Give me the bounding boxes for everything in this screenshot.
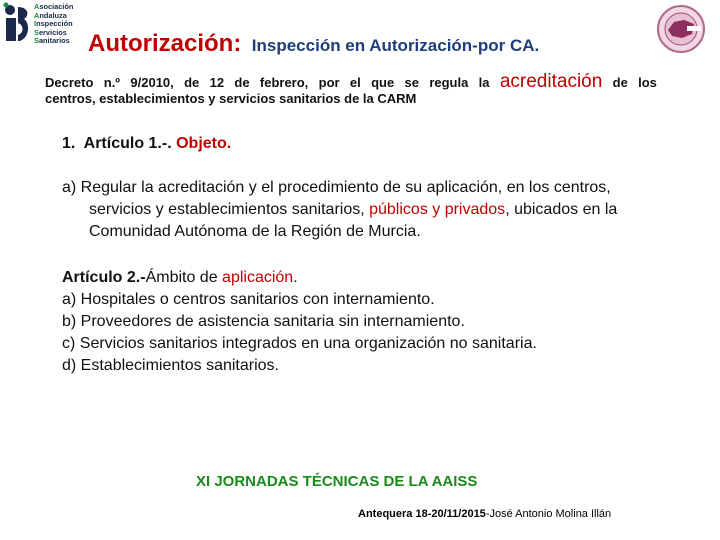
aaiss-logo: [2, 1, 84, 47]
decree-line-1: [45, 71, 657, 92]
paragraph-highlight: públicos y privados: [369, 201, 506, 218]
article-1-highlight: Objeto.: [176, 135, 232, 152]
decree-word: que: [371, 75, 395, 90]
credit-place-date: Antequera 18-20/11/2015: [358, 508, 486, 520]
paragraph-line-1: a) Regular la acreditación y el procedimiento de su aplicación, en los centros,: [62, 179, 611, 196]
decree-highlight: acreditación: [499, 71, 603, 92]
article-1-paragraph: [62, 177, 690, 243]
decree-word: los: [638, 75, 657, 90]
decree-word: el: [349, 75, 361, 90]
title-main: Autorización:: [88, 30, 242, 57]
article-1-prefix: 1. Artículo 1.-.: [62, 135, 177, 152]
decree-word: de: [612, 75, 628, 90]
credit-author: -José Antonio Molina Illán: [485, 508, 612, 520]
article-2-highlight: aplicación: [222, 269, 294, 286]
seal-icon: [654, 4, 708, 54]
list-item: c) Servicios sanitarios integrados en una organización no sanitaria.: [62, 335, 537, 352]
list-item: a) Hospitales o centros sanitarios con internamiento.: [62, 291, 435, 308]
credit-line: [358, 508, 611, 520]
logo-wordmark: [34, 3, 73, 46]
article-2-heading: [62, 267, 537, 289]
logo-line: Asociación: [34, 2, 74, 11]
decree-word: de: [184, 75, 200, 90]
decree-word: regula: [429, 75, 469, 90]
list-item: d) Establecimientos sanitarios.: [62, 357, 279, 374]
decree-word: n.º: [103, 75, 121, 90]
decree-word: de: [234, 75, 250, 90]
article-2-heading-bold: Artículo 2.-: [62, 269, 146, 286]
logo-line: Inspección: [34, 19, 73, 29]
decree-word: febrero,: [259, 75, 309, 90]
article-2-heading-end: .: [293, 269, 298, 286]
logo-line: Andaluza: [34, 10, 67, 20]
paragraph-text: , ubicados en la: [505, 201, 618, 218]
logo-line: Sanitarios: [34, 36, 70, 46]
decree-word: 9/2010,: [130, 75, 174, 90]
decree-line-2: centros, establecimientos y servicios sanitarios de la CARM: [45, 91, 417, 106]
decree-word: por: [318, 75, 340, 90]
decree-text: [45, 71, 657, 107]
paragraph-text: servicios y establecimientos sanitarios,: [89, 201, 370, 218]
list-item: b) Proveedores de asistencia sanitaria sin internamiento.: [62, 313, 465, 330]
logo-line: Servicios: [34, 27, 67, 37]
paragraph-line-2: [62, 199, 690, 221]
paragraph-line-3: Comunidad Autónoma de la Región de Murcia.: [89, 223, 421, 240]
article-1-heading: [62, 135, 231, 153]
article-2-block: [62, 267, 537, 377]
title-subtitle: Inspección en Autorización-por CA.: [251, 36, 540, 55]
decree-word: se: [404, 75, 419, 90]
decree-word: Decreto: [45, 75, 94, 90]
event-footer: XI JORNADAS TÉCNICAS DE LA AAISS: [196, 473, 478, 490]
article-2-heading-text: Ámbito de: [145, 269, 223, 286]
aaiss-logo-icon: [2, 1, 32, 47]
decree-word: 12: [209, 75, 225, 90]
page-title: [88, 30, 539, 58]
decree-word: la: [478, 75, 490, 90]
